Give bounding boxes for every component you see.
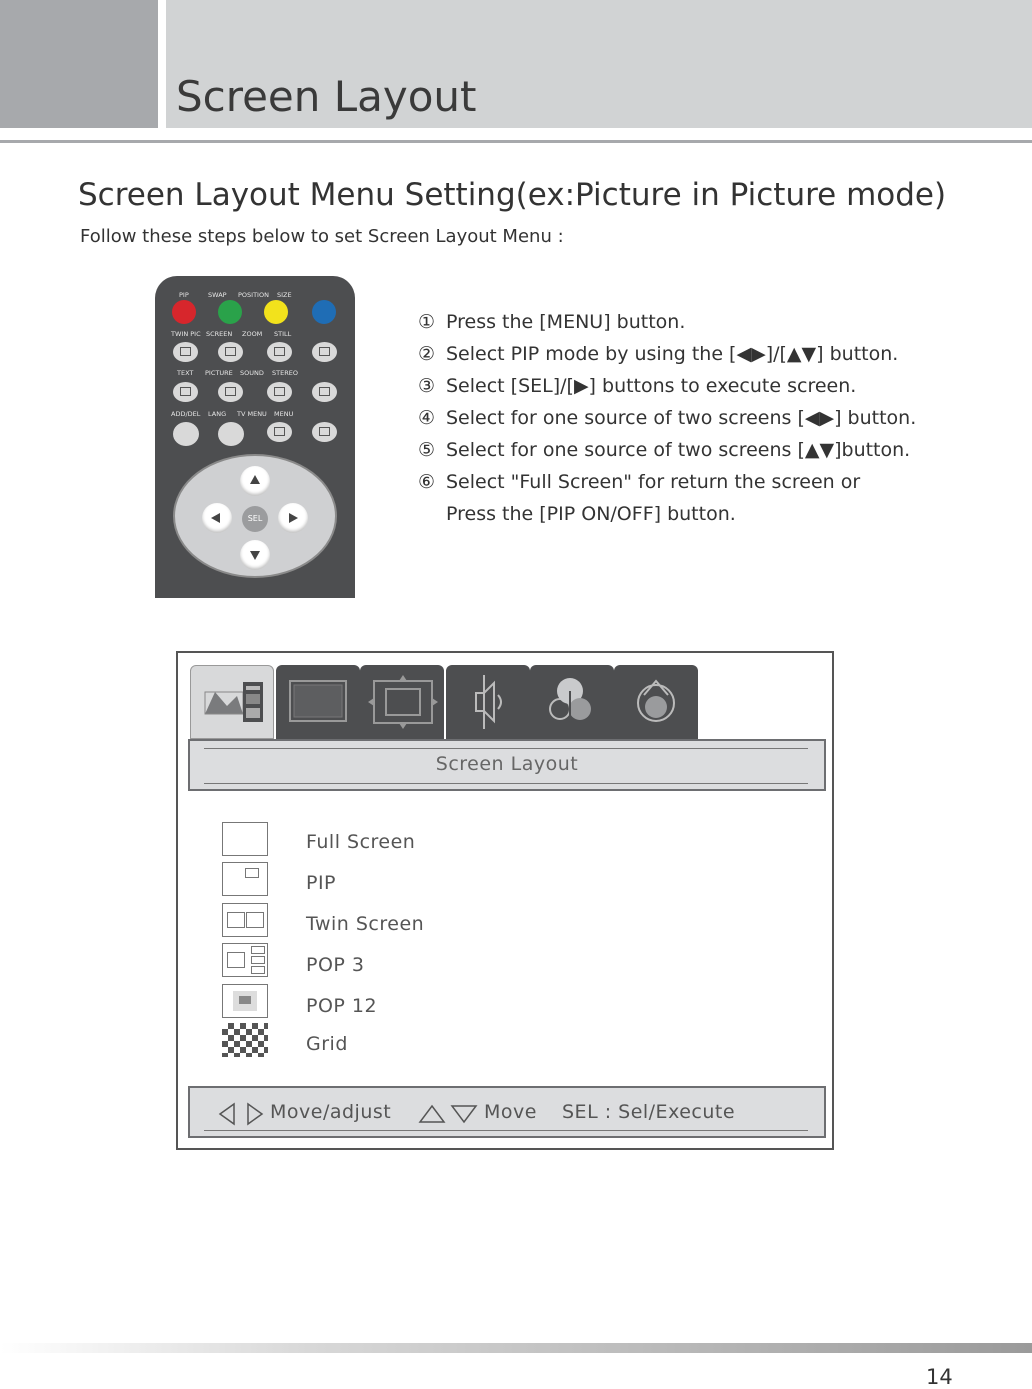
step-6: [418, 466, 1018, 498]
twin-pic-button[interactable]: [173, 342, 198, 362]
stereo-icon: [319, 387, 330, 396]
screen-layout-icon: [191, 666, 275, 740]
pop3-icon: [222, 943, 268, 977]
remote-label-lang: LANG: [208, 410, 227, 418]
remote-label-picture: PICTURE: [205, 369, 233, 377]
sound-icon: [446, 665, 530, 739]
swap-green-button[interactable]: [218, 300, 242, 324]
menu-item-grid[interactable]: Grid: [306, 1033, 348, 1055]
page-number: 14: [926, 1365, 953, 1389]
pip-red-button[interactable]: [172, 300, 196, 324]
step-text: Select for one source of two screens [▲▼]button.: [446, 439, 911, 461]
arrow-left-icon: [211, 513, 220, 523]
left-button[interactable]: [202, 503, 232, 533]
step-text: Press the [PIP ON/OFF] button.: [446, 503, 736, 525]
step-6-continued: [418, 498, 1018, 530]
remote-label-stereo: STEREO: [272, 369, 298, 377]
full-screen-icon: [222, 822, 268, 856]
remote-label-menu: MENU: [274, 410, 294, 418]
title-bar-line-top: [204, 748, 808, 749]
pip-icon: [222, 862, 268, 896]
footer-band: [0, 1343, 1032, 1353]
picture-size-icon: [276, 665, 360, 739]
tab-position[interactable]: [360, 665, 444, 739]
step-number: ②: [418, 343, 436, 365]
osd-footer-bar: [188, 1086, 826, 1138]
remote-label-zoom: ZOOM: [242, 330, 263, 338]
right-button[interactable]: [278, 503, 308, 533]
pop3-main-shape: [227, 952, 245, 968]
step-text: Press the [MENU] button.: [446, 311, 686, 333]
size-blue-button[interactable]: [312, 300, 336, 324]
step-3: [418, 370, 1018, 402]
arrow-right-icon: [289, 513, 298, 523]
tv-menu-button[interactable]: [267, 422, 292, 442]
header-divider: [0, 140, 1032, 143]
picture-icon: [225, 387, 236, 396]
footer-sel-execute: SEL : Sel/Execute: [562, 1101, 736, 1123]
lang-button[interactable]: [218, 422, 244, 446]
step-2: [418, 338, 1018, 370]
screen-button[interactable]: [218, 342, 243, 362]
pop12-icon: [222, 984, 268, 1018]
sound-button[interactable]: [267, 382, 292, 402]
section-subtitle: Follow these steps below to set Screen Layout Menu :: [80, 226, 564, 247]
twin-left-shape: [227, 912, 245, 928]
screen-icon: [225, 347, 236, 356]
page-title: Screen Layout: [176, 72, 477, 121]
step-4: [418, 402, 1018, 434]
step-text: Select [SEL]/[▶] buttons to execute screen.: [446, 375, 857, 397]
grid-icon: [222, 1023, 268, 1057]
pop3-sub-shape: [251, 956, 265, 964]
footer-line: [204, 1130, 808, 1131]
setup-icon: [614, 665, 698, 739]
remote-label-twinpic: TWIN PIC: [171, 330, 201, 338]
remote-label-adddel: ADD/DEL: [171, 410, 201, 418]
osd-title-bar: [188, 739, 826, 791]
tab-time[interactable]: [530, 665, 614, 739]
still-icon: [319, 347, 330, 356]
menu-item-full-screen[interactable]: Full Screen: [306, 831, 416, 853]
tv-menu-icon: [274, 427, 285, 436]
time-icon: [530, 665, 614, 739]
osd-menu: [176, 651, 834, 1150]
header-block-left: [0, 0, 158, 128]
menu-item-pop12[interactable]: POP 12: [306, 995, 378, 1017]
step-number: ③: [418, 375, 436, 397]
step-text: Select PIP mode by using the [◀▶]/[▲▼] button.: [446, 343, 899, 365]
still-button[interactable]: [312, 342, 337, 362]
position-icon: [360, 665, 444, 739]
osd-title: Screen Layout: [435, 753, 579, 775]
step-text: Select for one source of two screens [◀▶] button.: [446, 407, 917, 429]
text-icon: [180, 387, 191, 396]
twin-pic-icon: [180, 347, 191, 356]
section-title: Screen Layout Menu Setting(ex:Picture in Picture mode): [78, 177, 947, 213]
step-text: Select "Full Screen" for return the screen or: [446, 471, 861, 493]
remote-label-size: SIZE: [277, 291, 292, 299]
arrow-down-icon: [250, 551, 260, 560]
remote-label-swap: SWAP: [208, 291, 227, 299]
title-bar-line-bottom: [204, 783, 808, 784]
tab-screen-layout[interactable]: [190, 665, 274, 739]
remote-label-pip: PIP: [179, 291, 189, 299]
position-yellow-button[interactable]: [264, 300, 288, 324]
footer-move: Move: [484, 1101, 537, 1123]
zoom-button[interactable]: [267, 342, 292, 362]
remote-label-text: TEXT: [177, 369, 194, 377]
step-number: ⑤: [418, 439, 436, 461]
remote-label-position: POSITION: [238, 291, 269, 299]
menu-icon: [319, 427, 330, 436]
pop3-sub-shape: [251, 966, 265, 974]
remote-label-sound: SOUND: [240, 369, 264, 377]
menu-item-pop3[interactable]: POP 3: [306, 954, 365, 976]
menu-item-twin-screen[interactable]: Twin Screen: [306, 913, 425, 935]
remote-label-still: STILL: [274, 330, 292, 338]
remote-label-screen: SCREEN: [206, 330, 233, 338]
tab-picture-size[interactable]: [276, 665, 360, 739]
arrow-up-icon: [250, 475, 260, 484]
up-button[interactable]: [240, 466, 270, 496]
stereo-button[interactable]: [312, 382, 337, 402]
down-button[interactable]: [240, 540, 270, 570]
menu-item-pip[interactable]: PIP: [306, 872, 337, 894]
footer-move-adjust: Move/adjust: [270, 1101, 392, 1123]
pop3-sub-shape: [251, 946, 265, 954]
remote-label-tvmenu: TV MENU: [237, 410, 267, 418]
step-number: ④: [418, 407, 436, 429]
tab-setup[interactable]: [614, 665, 698, 739]
pop12-center-shape: [239, 996, 251, 1004]
step-1: [418, 306, 1018, 338]
picture-button[interactable]: [218, 382, 243, 402]
menu-button[interactable]: [312, 422, 337, 442]
step-number: ⑥: [418, 471, 436, 493]
add-del-button[interactable]: [173, 422, 199, 446]
tab-sound[interactable]: [446, 665, 530, 739]
up-down-arrows-icon: [418, 1104, 478, 1124]
text-button[interactable]: [173, 382, 198, 402]
left-right-arrows-icon: [218, 1102, 266, 1126]
sound-icon: [274, 387, 285, 396]
twin-screen-icon: [222, 903, 268, 937]
sel-button[interactable]: SEL: [242, 506, 268, 532]
twin-right-shape: [246, 912, 264, 928]
step-5: [418, 434, 1018, 466]
navigation-pad: [173, 454, 337, 578]
steps-list: [418, 306, 1018, 530]
remote-control: [155, 276, 355, 598]
zoom-icon: [274, 347, 285, 356]
step-number: ①: [418, 311, 436, 333]
pip-window-shape: [245, 868, 259, 878]
